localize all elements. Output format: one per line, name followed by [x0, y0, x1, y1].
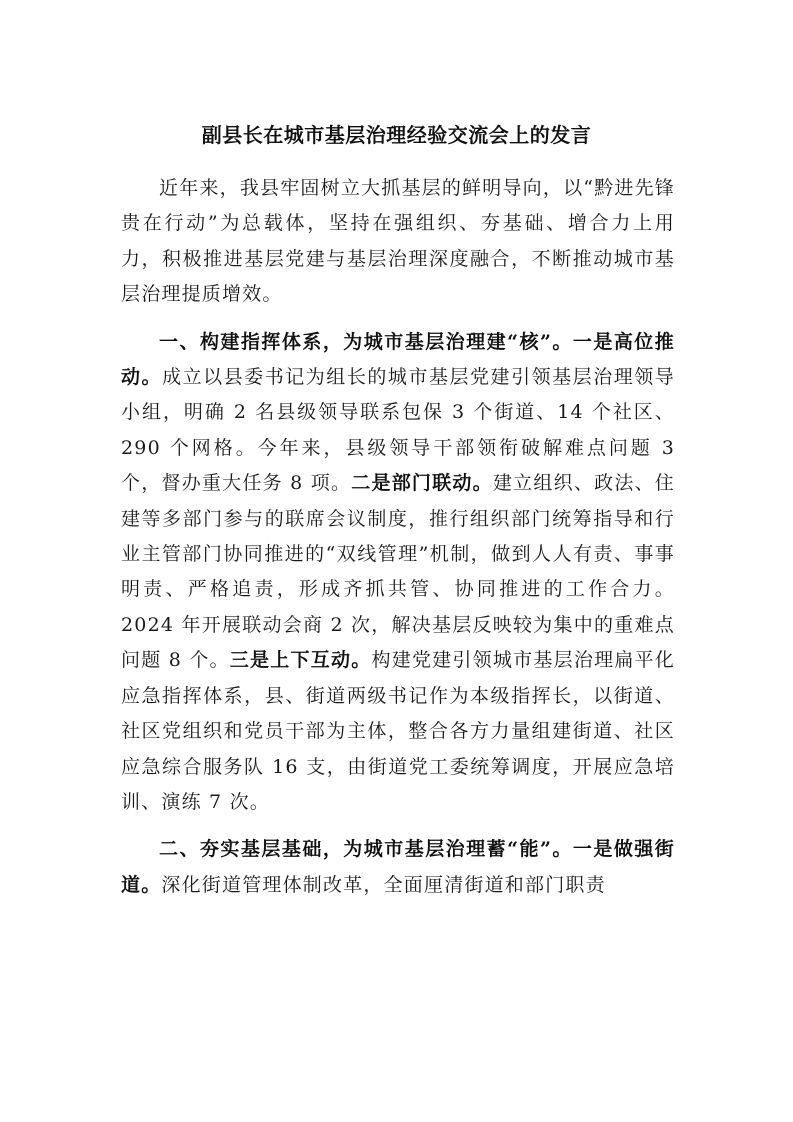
- section-1-point-2-lead: 二是部门联动。: [351, 472, 493, 495]
- section-1-point-3-text: 构建党建引领城市基层治理扁平化应急指挥体系，县、街道两级书记作为本级指挥长，以街道、社区党组织和党员干部为主体，整合各方力量组建街道、社区应急综合服务队 16 支，由街道党工委统筹调度，开展应急培训、演练 7 次。: [121, 649, 675, 813]
- section-1-point-2-text: 建立组织、政法、住建等多部门参与的联席会议制度，推行组织部门统筹指导和行业主管部门协同推进的“双线管理”机制，做到人人有责、事事明责、严格追责，形成齐抓共管、协同推进的工作合力。2024 年开展联动会商 2 次，解决基层反映较为集中的重难点问题 8 个。: [121, 472, 675, 672]
- section-2-point-1-text: 深化街道管理体制改革，全面厘清街道和部门职责: [161, 873, 606, 896]
- section-2-point-1-lead: 一是做强街道。: [121, 838, 675, 896]
- document-body: [121, 171, 675, 903]
- section-1-heading: 一、构建指挥体系，为城市基层治理建“核”。: [159, 330, 573, 353]
- section-2-heading: 二、夯实基层基础，为城市基层治理蓄“能”。: [159, 838, 573, 861]
- document-title: 副县长在城市基层治理经验交流会上的发言: [201, 123, 592, 147]
- section-2-paragraph: [121, 832, 675, 903]
- section-1-paragraph: [121, 325, 675, 821]
- section-1-point-1-lead: 一是高位推动。: [121, 330, 675, 389]
- section-1-point-1-text: 成立以县委书记为组长的城市基层党建引领基层治理领导小组，明确 2 名县级领导联系包保 3 个街道、14 个社区、290 个网格。今年来，县级领导干部领衔破解难点问题 3 个，督办重大任务 8 项。: [121, 366, 675, 495]
- intro-paragraph: 近年来，我县牢固树立大抓基层的鲜明导向，以“黔进先锋贵在行动”为总载体，坚持在强组织、夯基础、增合力上用力，积极推进基层党建与基层治理深度融合，不断推动城市基层治理提质增效。: [121, 177, 675, 306]
- section-1-point-3-lead: 三是上下互动。: [229, 649, 372, 672]
